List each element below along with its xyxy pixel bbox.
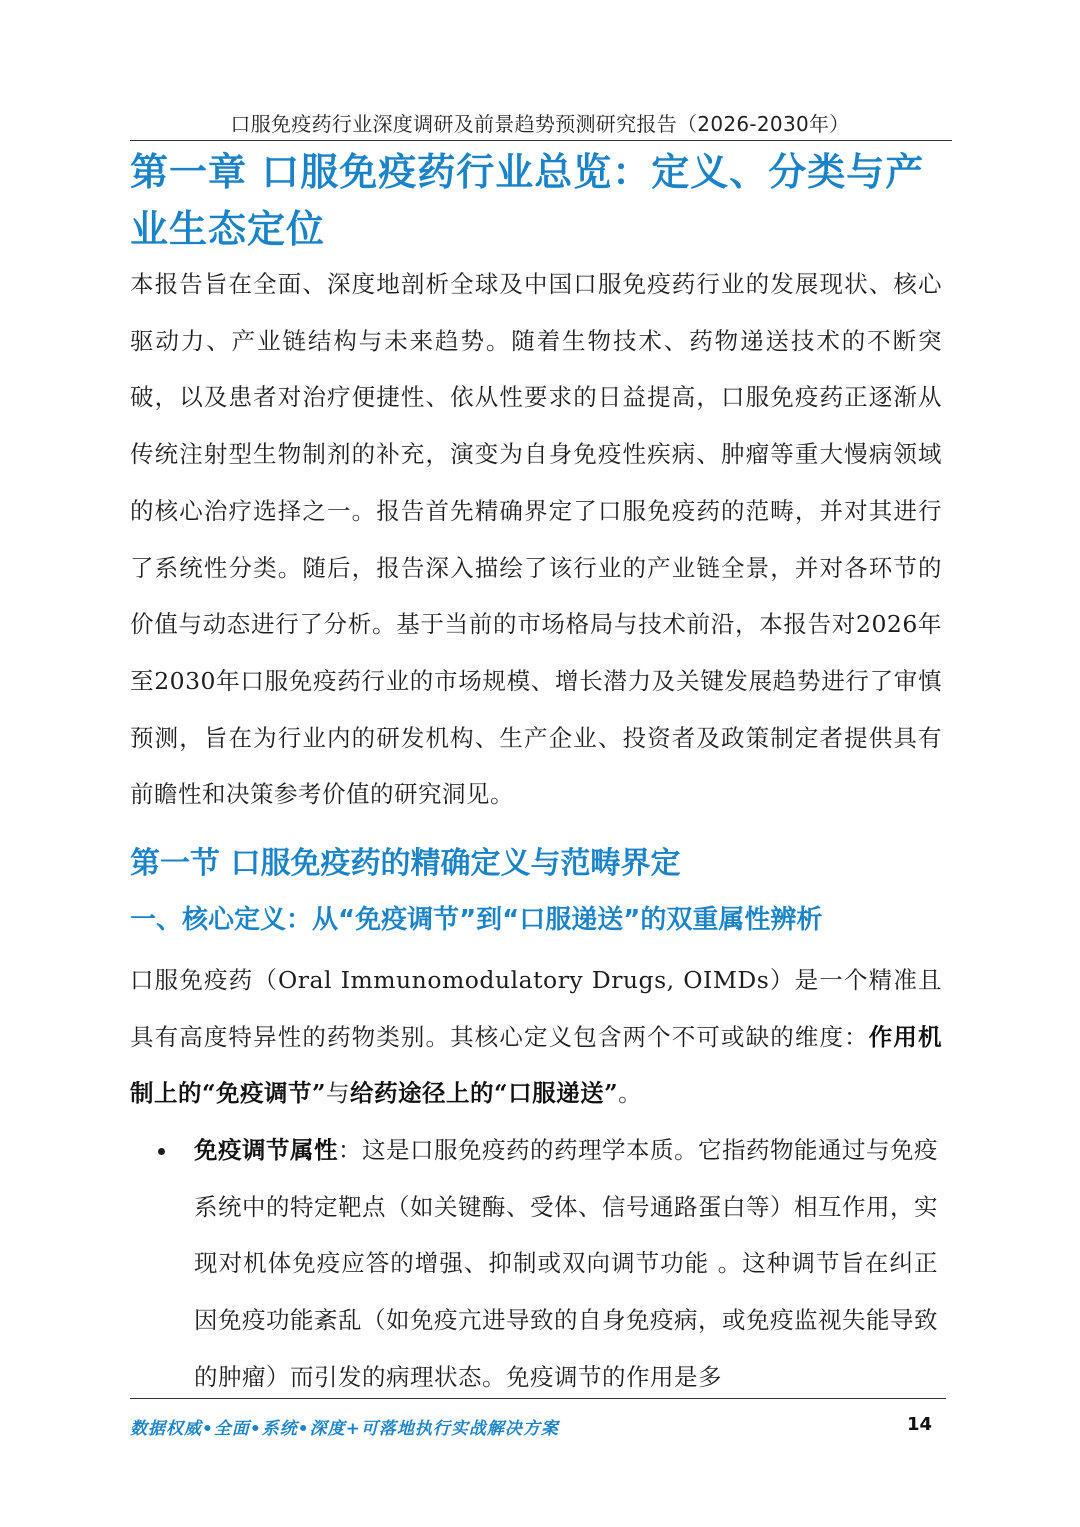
page-number: 14 xyxy=(906,1414,932,1435)
section-title: 第一节 口服免疫药的精确定义与范畴界定 xyxy=(130,846,681,881)
bullet-label: 免疫调节属性 xyxy=(194,1136,338,1164)
chapter-title: 第一章 口服免疫药行业总览：定义、分类与产业生态定位 xyxy=(130,150,925,251)
definition-text-before: 口服免疫药（Oral Immunomodulatory Drugs, OIMDs）是一个精准且具有高度特异性的药物类别。其核心定义包含两个不可或缺的维度： xyxy=(130,966,942,1051)
header-rule xyxy=(130,140,952,141)
definition-bold-delivery: 给药途径上的“口服递送” xyxy=(350,1079,619,1108)
bullet-colon: ： xyxy=(338,1136,362,1164)
bullet-dot-icon xyxy=(158,1148,165,1155)
header-title: 口服免疫药行业深度调研及前景趋势预测研究报告（2026-2030年） xyxy=(230,112,850,136)
definition-text-middle: 与 xyxy=(326,1079,351,1108)
subsection-title: 一、核心定义：从“免疫调节”到“口服递送”的双重属性辨析 xyxy=(130,905,823,935)
footer-rule xyxy=(130,1398,946,1399)
intro-paragraph: 本报告旨在全面、深度地剖析全球及中国口服免疫药行业的发展现状、核心驱动力、产业链结构与未来趋势。随着生物技术、药物递送技术的不断突破，以及患者对治疗便捷性、依从性要求的日益提高，口服免疫药正逐渐从传统注射型生物制剂的补充，演变为自身免疫性疾病、肿瘤等重大慢病领域的核心治疗选择之一。报告首先精确界定了口服免疫药的范畴，并对其进行了系统性分类。随后，报告深入描绘了该行业的产业链全景，并对各环节的价值与动态进行了分析。基于当前的市场格局与技术前沿，本报告对2026年至2030年口服免疫药行业的市场规模、增长潜力及关键发展趋势进行了审慎预测，旨在为行业内的研发机构、生产企业、投资者及政策制定者提供具有前瞻性和决策参考价值的研究洞见。 xyxy=(130,270,942,809)
bullet-text xyxy=(194,1122,938,1406)
footer-tagline: 数据权威•全面•系统•深度+可落地执行实战解决方案 xyxy=(130,1419,559,1439)
bullet-body: 这是口服免疫药的药理学本质。它指药物能通过与免疫系统中的特定靶点（如关键酶、受体、信号通路蛋白等）相互作用，实现对机体免疫应答的增强、抑制或双向调节功能 。这种调节旨在纠正因免疫功能紊乱（如免疫亢进导致的自身免疫病，或免疫监视失能导致的肿瘤）而引发的病理状态。免疫调节的作用是多 xyxy=(194,1136,938,1391)
definition-bold-mechanism: 作用机制上的“免疫调节” xyxy=(130,1022,942,1108)
definition-paragraph xyxy=(130,952,942,1122)
definition-text-after: 。 xyxy=(618,1079,643,1108)
